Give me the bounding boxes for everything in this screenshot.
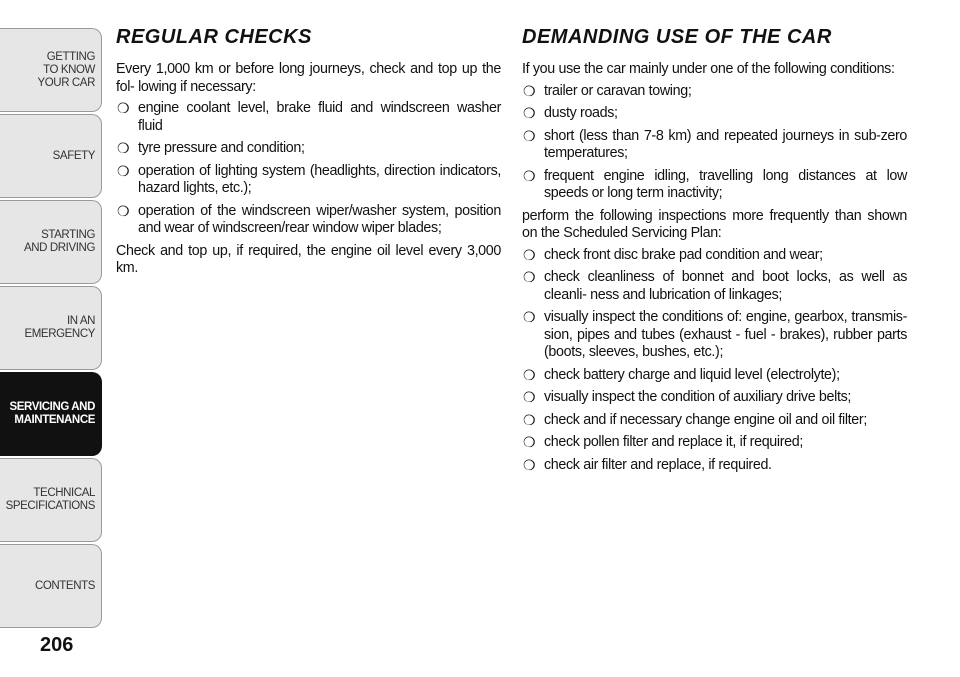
list-item: ❍ engine coolant level, brake fluid and windscreen washer fluid <box>117 100 501 134</box>
bullet-icon: ❍ <box>523 309 536 325</box>
list-item: ❍ check and if necessary change engine oil and oil filter; <box>523 411 867 428</box>
demanding-use-title: DEMANDING USE OF THE CAR <box>522 26 832 48</box>
bullet-icon: ❍ <box>117 162 130 179</box>
bullet-icon: ❍ <box>523 389 536 405</box>
tab-contents[interactable]: CONTENTS <box>0 544 102 628</box>
bullet-icon: ❍ <box>523 127 536 144</box>
demanding-use-middle: perform the following inspections more frequently than shown on the Scheduled Servicing Plan: <box>522 207 907 241</box>
demanding-use-intro: If you use the car mainly under one of the following conditions: <box>522 61 895 77</box>
bullet-icon: ❍ <box>523 366 536 383</box>
list-item: ❍ check battery charge and liquid level (electrolyte); <box>523 366 840 383</box>
list-item: ❍ tyre pressure and condition; <box>117 140 305 156</box>
bullet-icon: ❍ <box>523 105 536 121</box>
bullet-icon: ❍ <box>117 100 130 116</box>
list-item: ❍ check air filter and replace, if required. <box>523 456 772 473</box>
list-item: ❍ visually inspect the condition of auxiliary drive belts; <box>523 389 852 405</box>
bullet-icon: ❍ <box>117 202 130 219</box>
regular-checks-title: REGULAR CHECKS <box>116 26 312 48</box>
list-item: ❍ check cleanliness of bonnet and boot locks, as well as cleanli- ness and lubrication of linkages; <box>523 269 907 303</box>
conditions-list <box>522 83 907 203</box>
list-item: ❍ frequent engine idling, travelling long distances at low speeds or long term inactivity; <box>523 167 907 201</box>
list-item: ❍ operation of lighting system (headlights, direction indicators, hazard lights, etc.); <box>117 162 501 196</box>
list-item: ❍ check pollen filter and replace it, if required; <box>523 434 803 450</box>
bullet-icon: ❍ <box>523 456 536 473</box>
bullet-icon: ❍ <box>523 411 536 428</box>
list-item: ❍ operation of the windscreen wiper/washer system, position and wear of windscreen/rear window wiper blades; <box>117 202 501 236</box>
tab-servicing-and-maintenance[interactable]: SERVICING AND MAINTENANCE <box>0 372 102 456</box>
tab-starting-and-driving[interactable]: STARTING AND DRIVING <box>0 200 102 284</box>
tab-getting-to-know-your-car[interactable]: GETTING TO KNOW YOUR CAR <box>0 28 102 112</box>
bullet-icon: ❍ <box>523 167 536 184</box>
list-item: ❍ dusty roads; <box>523 105 618 121</box>
list-item: ❍ check front disc brake pad condition and wear; <box>523 246 823 263</box>
list-item: ❍ visually inspect the conditions of: engine, gearbox, transmis- sion, pipes and tubes (exhaust - fuel - brakes), rubber parts (boots, sleeves, bushes, etc.); <box>523 309 907 360</box>
bullet-icon: ❍ <box>523 246 536 263</box>
tab-in-an-emergency[interactable]: IN AN EMERGENCY <box>0 286 102 370</box>
list-item: ❍ trailer or caravan towing; <box>523 82 692 99</box>
bullet-icon: ❍ <box>117 140 130 156</box>
inspections-list <box>522 247 907 475</box>
demanding-use-section <box>522 26 907 479</box>
bullet-icon: ❍ <box>523 269 536 285</box>
bullet-icon: ❍ <box>523 82 536 99</box>
tab-technical-specifications[interactable]: TECHNICAL SPECIFICATIONS <box>0 458 102 542</box>
list-item: ❍ short (less than 7-8 km) and repeated journeys in sub-zero temperatures; <box>523 127 907 161</box>
regular-checks-footer: Check and top up, if required, the engine oil level every 3,000 km. <box>116 242 501 276</box>
regular-checks-section <box>116 26 501 282</box>
tab-safety[interactable]: SAFETY <box>0 114 102 198</box>
page-number: 206 <box>40 634 74 656</box>
regular-checks-list <box>116 100 501 238</box>
bullet-icon: ❍ <box>523 434 536 450</box>
regular-checks-intro: Every 1,000 km or before long journeys, check and top up the fol- lowing if necessary: <box>116 61 501 95</box>
